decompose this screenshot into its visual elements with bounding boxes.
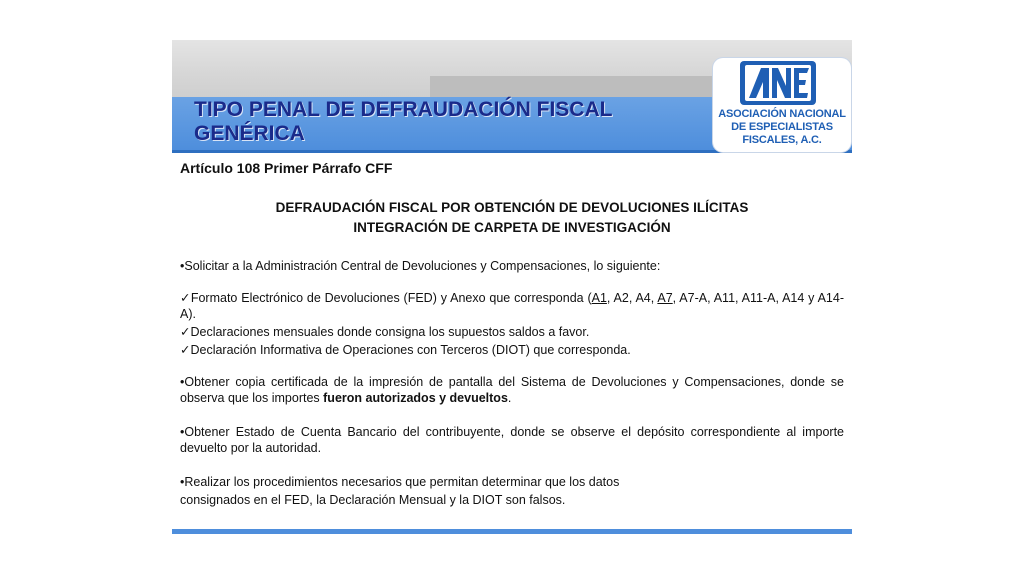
logo-text: [713, 108, 851, 147]
check-diot: ✓Declaración Informativa de Operaciones con Terceros (DIOT) que corresponda.: [180, 343, 631, 357]
article-subtitle: Artículo 108 Primer Párrafo CFF: [180, 160, 393, 176]
anef-logo-icon: [739, 60, 817, 108]
logo-text-line3: FISCALES, A.C.: [742, 134, 822, 146]
slide-body: [180, 158, 844, 508]
bullet-solicitar: •Solicitar a la Administración Central de Devoluciones y Compensaciones, lo siguiente:: [180, 259, 661, 273]
bullet-estado: •Obtener Estado de Cuenta Bancario del contribuyente, donde se observe el depósito correspondiente al importe devuelto por la autoridad.: [180, 425, 844, 455]
check-fed-suffix: , A7-A, A11, A11-A, A14 y A14-A).: [180, 291, 844, 321]
check-fed: [180, 290, 844, 322]
page-title-line2: GENÉRICA: [194, 122, 305, 145]
check-fed-a7: A7: [657, 291, 673, 305]
logo-text-line1: ASOCIACIÓN NACIONAL: [718, 108, 846, 120]
section-heading: [180, 198, 844, 238]
page-title-line1: TIPO PENAL DE DEFRAUDACIÓN FISCAL: [194, 98, 613, 121]
logo-text-line2: DE ESPECIALISTAS: [731, 121, 833, 133]
check-declaraciones: ✓Declaraciones mensuales donde consigna los supuestos saldos a favor.: [180, 325, 590, 339]
bullet-copia-bold: fueron autorizados y devueltos: [323, 391, 508, 405]
bullet-copia: [180, 374, 844, 406]
section-heading-line2: INTEGRACIÓN DE CARPETA DE INVESTIGACIÓN: [353, 220, 671, 235]
check-fed-prefix: ✓Formato Electrónico de Devoluciones (FED) y Anexo que corresponda (: [180, 291, 592, 305]
bullet-copia-end: .: [507, 391, 512, 405]
page-title: [194, 98, 694, 146]
bullet-copia-text: •Obtener copia certificada de la impresión de pantalla del Sistema de Devoluciones y Compensaciones, donde se observa que los importes: [180, 375, 844, 405]
check-fed-a1: A1: [591, 291, 607, 305]
check-fed-mid: , A2, A4,: [606, 291, 658, 305]
logo: [713, 58, 851, 152]
header-grey-accent: [430, 76, 712, 98]
bullet-realizar-line2: consignados en el FED, la Declaración Mensual y la DIOT son falsos.: [180, 493, 566, 507]
footer-divider: [172, 529, 852, 534]
bullet-realizar-line1: •Realizar los procedimientos necesarios que permitan determinar que los datos: [180, 475, 620, 489]
section-heading-line1: DEFRAUDACIÓN FISCAL POR OBTENCIÓN DE DEVOLUCIONES ILÍCITAS: [275, 200, 749, 215]
slide: [172, 40, 852, 536]
